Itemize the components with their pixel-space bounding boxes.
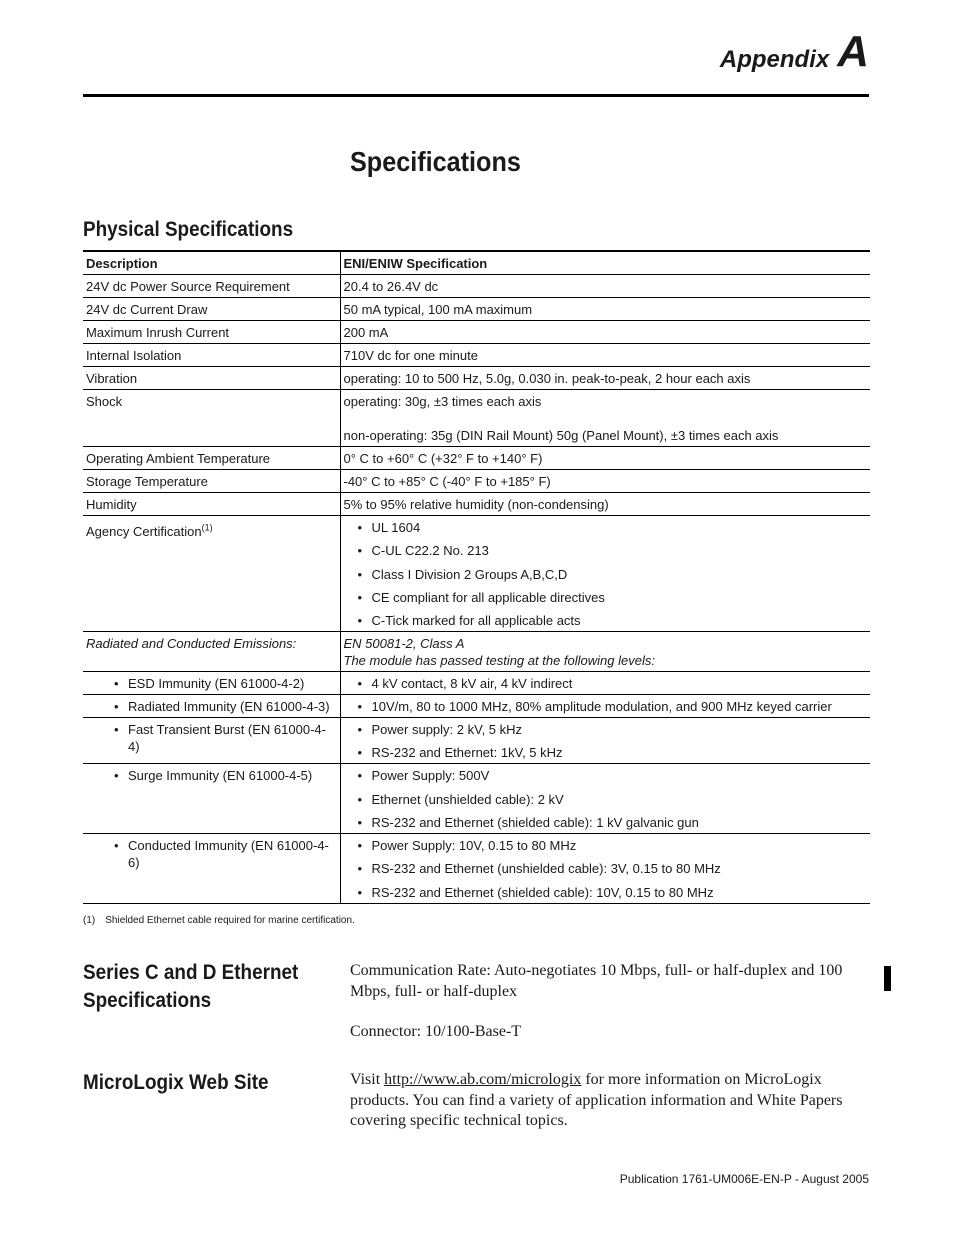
conducted-list [344, 837, 868, 901]
row-specification: -40° C to +85° C (-40° F to +185° F) [340, 470, 870, 493]
column-header-description: Description [83, 251, 340, 275]
row-description: Vibration [83, 367, 340, 390]
list-item: • RS-232 and Ethernet (shielded cable): 1 kV galvanic gun [372, 814, 868, 831]
row-description: • ESD Immunity (EN 61000-4-2) [83, 672, 340, 695]
appendix-letter: A [837, 27, 869, 76]
row-description: Maximum Inrush Current [83, 321, 340, 344]
table-header-row [83, 251, 870, 275]
row-specification: 20.4 to 26.4V dc [340, 275, 870, 298]
table-row [83, 390, 870, 447]
table-row [83, 321, 870, 344]
agency-list [344, 519, 868, 629]
shock-non-operating: non-operating: 35g (DIN Rail Mount) 50g (Panel Mount), ±3 times each axis [343, 428, 779, 443]
list-item: • CE compliant for all applicable directives [372, 589, 868, 606]
header-rule [83, 94, 869, 97]
list-item: • Power Supply: 10V, 0.15 to 80 MHz [372, 837, 868, 854]
web-site-text [350, 1070, 870, 1132]
footnote-number: (1) [83, 915, 96, 926]
row-description: • Fast Transient Burst (EN 61000-4-4) [83, 718, 340, 764]
table-row [83, 672, 870, 695]
table-row [83, 516, 870, 632]
micrologix-web-site-heading: MicroLogix Web Site [83, 1071, 269, 1094]
row-description [83, 516, 340, 632]
table-row [83, 493, 870, 516]
row-description: Shock [83, 390, 340, 447]
row-description: • Surge Immunity (EN 61000-4-5) [83, 764, 340, 834]
web-text-before: Visit [350, 1071, 385, 1088]
table-row [83, 344, 870, 367]
table-footnote [83, 915, 355, 926]
list-item: • RS-232 and Ethernet (unshielded cable): 3V, 0.15 to 80 MHz [372, 860, 868, 877]
row-specification [340, 672, 870, 695]
column-header-specification: ENI/ENIW Specification [340, 251, 870, 275]
row-specification: 5% to 95% relative humidity (non-condensing) [340, 493, 870, 516]
row-specification [340, 390, 870, 447]
esd-list [344, 675, 868, 692]
appendix-word: Appendix [719, 46, 830, 73]
publication-footer: Publication 1761-UM006E-EN-P - August 2005 [619, 1172, 869, 1186]
list-item: • C-Tick marked for all applicable acts [372, 612, 868, 629]
table-row [83, 367, 870, 390]
table-row [83, 695, 870, 718]
connector-text: Connector: 10/100-Base-T [350, 1023, 522, 1040]
list-item: • 4 kV contact, 8 kV air, 4 kV indirect [372, 675, 868, 692]
row-specification [340, 516, 870, 632]
table-row [83, 275, 870, 298]
row-specification: 0° C to +60° C (+32° F to +140° F) [340, 447, 870, 470]
footnote-ref: (1) [201, 522, 213, 533]
communication-rate-text: Communication Rate: Auto-negotiates 10 Mbps, full- or half-duplex and 100 Mbps, full- or half-duplex [350, 962, 843, 1000]
row-description: 24V dc Current Draw [83, 298, 340, 321]
row-description: Storage Temperature [83, 470, 340, 493]
row-specification [340, 695, 870, 718]
table-row [83, 632, 870, 672]
emissions-standard: EN 50081-2, Class A [343, 636, 465, 652]
footnote-text: Shielded Ethernet cable required for marine certification. [105, 915, 355, 926]
row-description: Operating Ambient Temperature [83, 447, 340, 470]
burst-list [344, 721, 868, 761]
revision-change-bar [884, 966, 891, 991]
appendix-header [719, 27, 869, 76]
list-item: • Ethernet (unshielded cable): 2 kV [372, 791, 868, 808]
micrologix-link[interactable]: http://www.ab.com/micrologix [384, 1071, 582, 1088]
row-specification [340, 764, 870, 834]
physical-specifications-heading: Physical Specifications [83, 218, 294, 241]
emissions-note: The module has passed testing at the following levels: [343, 653, 655, 669]
row-specification: 200 mA [340, 321, 870, 344]
list-item: • Class I Division 2 Groups A,B,C,D [372, 566, 868, 583]
table-row [83, 764, 870, 834]
row-description: • Radiated Immunity (EN 61000-4-3) [83, 695, 340, 718]
row-specification [340, 632, 870, 672]
row-description: Internal Isolation [83, 344, 340, 367]
row-specification: 710V dc for one minute [340, 344, 870, 367]
table-row [83, 718, 870, 764]
list-item: • C-UL C22.2 No. 213 [372, 542, 868, 559]
surge-list [344, 767, 868, 831]
series-ethernet-heading: Series C and D Ethernet Specifications [83, 961, 299, 1012]
list-item: • 10V/m, 80 to 1000 MHz, 80% amplitude modulation, and 900 MHz keyed carrier [372, 698, 868, 715]
shock-operating: operating: 30g, ±3 times each axis [343, 394, 542, 409]
table-row [83, 470, 870, 493]
list-item: • Power supply: 2 kV, 5 kHz [372, 721, 868, 738]
page-title: Specifications [350, 146, 521, 177]
row-specification [340, 834, 870, 904]
row-specification [340, 718, 870, 764]
table-row [83, 298, 870, 321]
table-row [83, 447, 870, 470]
physical-specifications-table [83, 250, 870, 904]
row-description: Humidity [83, 493, 340, 516]
row-specification: 50 mA typical, 100 mA maximum [340, 298, 870, 321]
list-item: • RS-232 and Ethernet: 1kV, 5 kHz [372, 744, 868, 761]
row-description: Radiated and Conducted Emissions: [83, 632, 340, 672]
radiated-list [344, 698, 868, 715]
table-row [83, 834, 870, 904]
list-item: • UL 1604 [372, 519, 868, 536]
row-description: 24V dc Power Source Requirement [83, 275, 340, 298]
row-specification: operating: 10 to 500 Hz, 5.0g, 0.030 in. peak-to-peak, 2 hour each axis [340, 367, 870, 390]
web-text-after: for more information on MicroLogix products. You can find a variety of application information and White Papers covering specific technical topics. [350, 1071, 843, 1129]
list-item: • RS-232 and Ethernet (shielded cable): 10V, 0.15 to 80 MHz [372, 884, 868, 901]
agency-label: Agency Certification [86, 524, 202, 539]
list-item: • Power Supply: 500V [372, 767, 868, 784]
row-description: • Conducted Immunity (EN 61000-4-6) [83, 834, 340, 904]
